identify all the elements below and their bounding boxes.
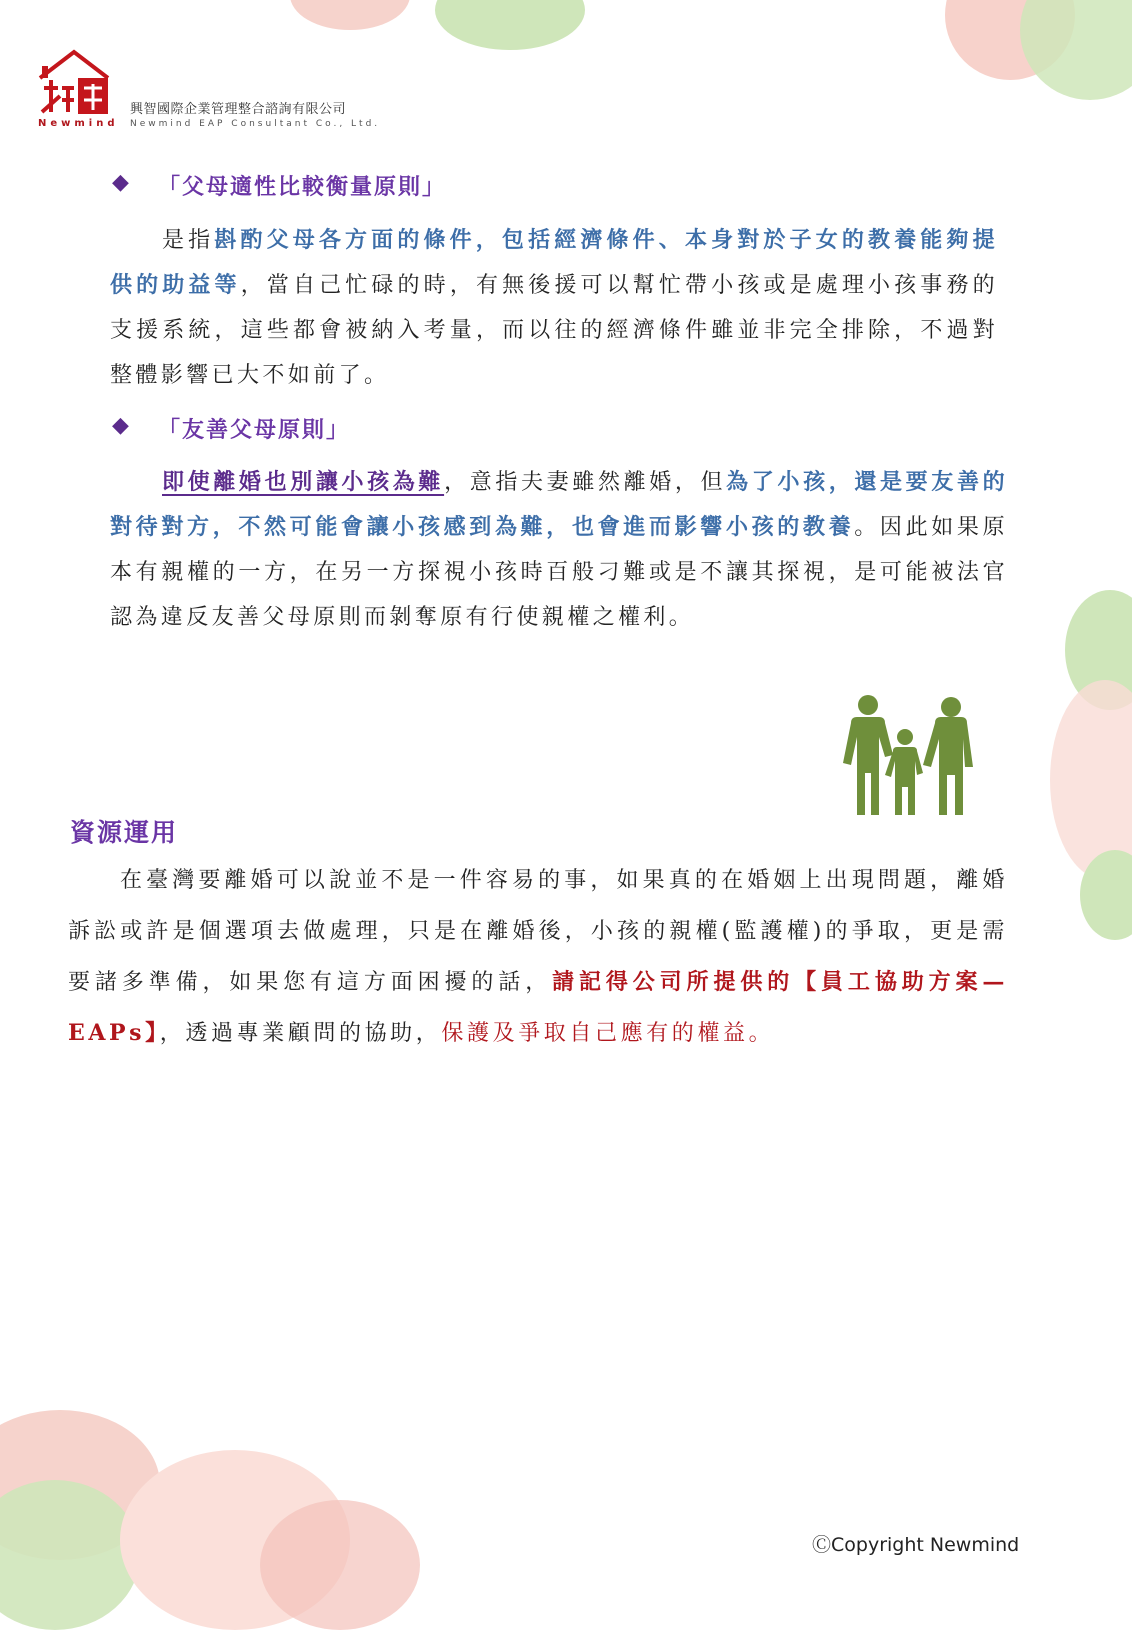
emphasis-text: 保護及爭取自己應有的權益。 bbox=[441, 1021, 775, 1046]
copyright-text: ⒸCopyright Newmind bbox=[812, 1534, 1020, 1556]
logo-brand: Newmind bbox=[38, 118, 119, 129]
diamond-bullet-icon: ◆ bbox=[112, 413, 129, 438]
family-icon bbox=[835, 695, 980, 817]
resources-title: 資源運用 bbox=[70, 818, 179, 847]
decor-blob bbox=[435, 0, 585, 50]
resources-paragraph: 在臺灣要離婚可以說並不是一件容易的事，如果真的在婚姻上出現問題，離婚訴訟或許是個選項去做處理，只是在離婚後，小孩的親權(監護權)的爭取，更是需要諸多準備，如果您有這方面困擾的話，請記得公司所提供的【員工協助方案—EAPs】，透過專業顧問的協助，保護及爭取自己應有的權益。 bbox=[68, 868, 1008, 1046]
section-heading: 「友善父母原則」 bbox=[158, 417, 351, 443]
company-logo-icon bbox=[36, 48, 112, 116]
section-paragraph: 是指斟酌父母各方面的條件，包括經濟條件、本身對於子女的教養能夠提供的助益等，當自己忙碌的時，有無後援可以幫忙帶小孩或是處理小孩事務的支援系統，這些都會被納入考量，而以往的經濟條件雖並非完全排除，不過對整體影響已大不如前了。 bbox=[110, 227, 998, 388]
section-heading: 「父母適性比較衡量原則」 bbox=[158, 174, 447, 200]
emphasis-text: 斟酌父母各方面的條件，包括經濟條件、本身對於子女的教養能夠提供的助益等 bbox=[110, 227, 998, 298]
emphasis-text: 請記得公司所提供的【員工協助方案—EAPs】 bbox=[68, 969, 1008, 1046]
section-paragraph: 即使離婚也別讓小孩為難，意指夫妻雖然離婚，但為了小孩，還是要友善的對待對方，不然可能會讓小孩感到為難，也會進而影響小孩的教養。因此如果原本有親權的一方，在另一方探視小孩時百般刁難或是不讓其探視，是可能被法官認為違反友善父母原則而剝奪原有行使親權之權利。 bbox=[110, 469, 1008, 630]
company-name-en: Newmind EAP Consultant Co., Ltd. bbox=[130, 119, 381, 129]
diamond-bullet-icon: ◆ bbox=[112, 170, 129, 195]
decor-blob bbox=[1020, 0, 1132, 100]
emphasis-text: 為了小孩，還是要友善的對待對方，不然可能會讓小孩感到為難，也會進而影響小孩的教養 bbox=[110, 469, 1008, 540]
company-name-cn: 興智國際企業管理整合諮詢有限公司 bbox=[130, 102, 347, 117]
decor-blob bbox=[260, 1500, 420, 1630]
decor-blob bbox=[290, 0, 410, 30]
emphasis-text: 即使離婚也別讓小孩為難 bbox=[162, 469, 445, 495]
